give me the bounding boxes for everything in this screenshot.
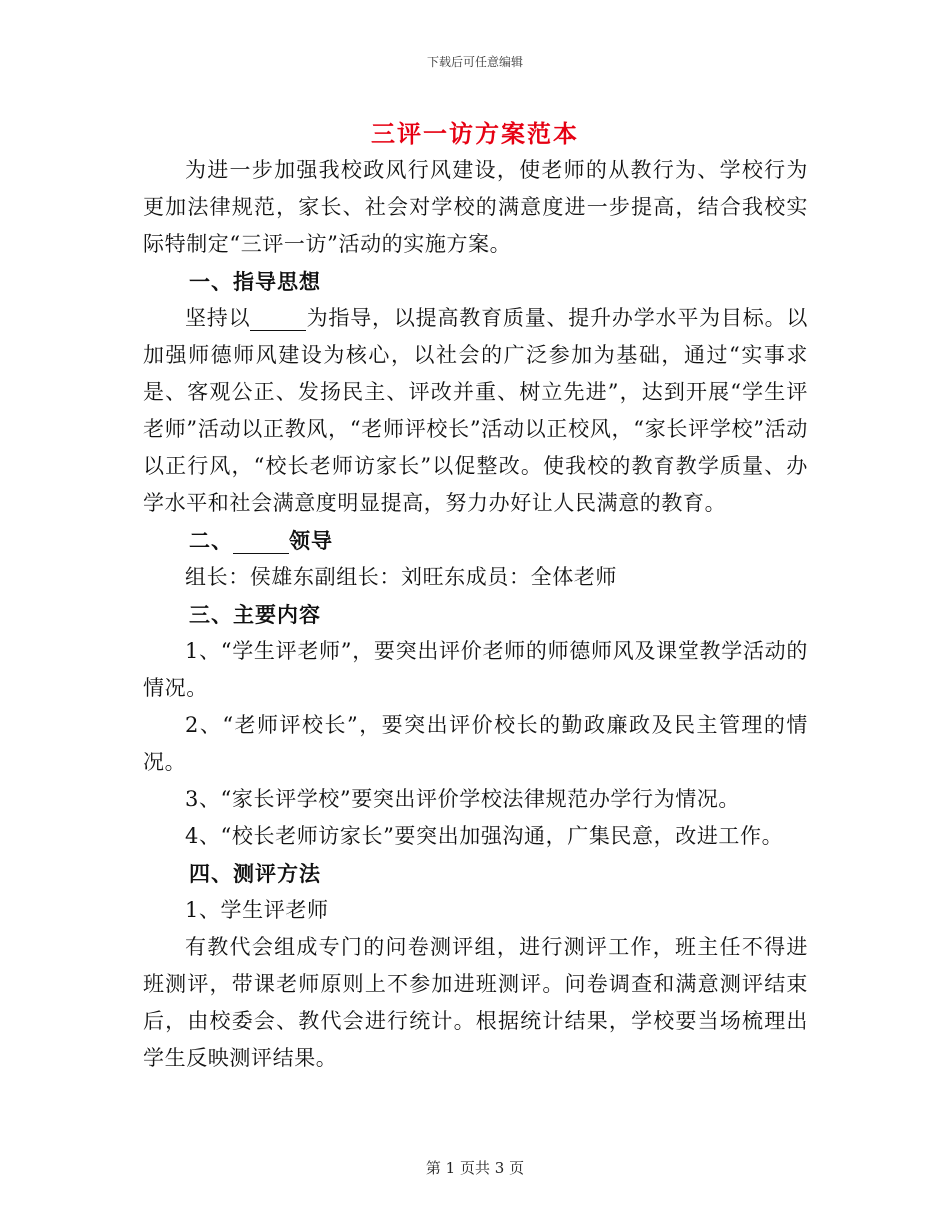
- section-1-text-before-blank: 坚持以: [185, 306, 251, 330]
- page-header-note: 下载后可任意编辑: [426, 55, 523, 69]
- document-body: [143, 152, 808, 1077]
- page-footer: 第 1 页共 3 页: [425, 1159, 525, 1177]
- intro-paragraph: 为进一步加强我校政风行风建设，使老师的从教行为、学校行为更加法律规范，家长、社会对学校的满意度进一步提高，结合我校实际特制定“三评一访”活动的实施方案。: [143, 158, 808, 256]
- section-3-item: 3、“家长评学校”要突出评价学校法律规范办学行为情况。: [185, 787, 741, 811]
- document-title: 三评一访方案范本: [371, 119, 579, 148]
- section-1-text-after-blank: 为指导，以提高教育质量、提升办学水平为目标。以加强师德师风建设为核心，以社会的广泛参加为基础，通过“实事求是、客观公正、发扬民主、评改并重、树立先进”，达到开展“学生评老师”活动以正教风，“老师评校长”活动以正校风，“家长评学校”活动以正行风，“校长老师访家长”以促整改。使我校的教育教学质量、办学水平和社会满意度明显提高，努力办好让人民满意的教育。: [143, 306, 808, 515]
- section-1-heading: 一、指导思想: [189, 269, 321, 294]
- section-2-heading-prefix: 二、: [189, 528, 233, 553]
- section-2-heading: [143, 522, 808, 559]
- section-1-paragraph: [143, 300, 808, 522]
- section-4-paragraph: 有教代会组成专门的问卷测评组，进行测评工作，班主任不得进班测评，带课老师原则上不参加进班测评。问卷调查和满意测评结束后，由校委会、教代会进行统计。根据统计结果，学校要当场梳理出学生反映测评结果。: [143, 935, 808, 1070]
- section-4-subheading: 1、学生评老师: [185, 898, 329, 922]
- fill-in-blank-line: [250, 306, 306, 331]
- section-3-item: 1、“学生评老师”，要突出评价老师的师德师风及课堂教学活动的情况。: [143, 639, 808, 700]
- section-2-members: 组长：侯雄东副组长：刘旺东成员：全体老师: [185, 565, 617, 589]
- section-3-heading: 三、主要内容: [189, 602, 321, 627]
- fill-in-blank-line: [233, 529, 289, 554]
- section-3-item: 2、“老师评校长”，要突出评价校长的勤政廉政及民主管理的情况。: [143, 713, 808, 774]
- section-2-heading-suffix: 领导: [289, 528, 333, 553]
- section-3-item: 4、“校长老师访家长”要突出加强沟通，广集民意，改进工作。: [185, 824, 784, 848]
- section-4-heading: 四、测评方法: [189, 861, 321, 886]
